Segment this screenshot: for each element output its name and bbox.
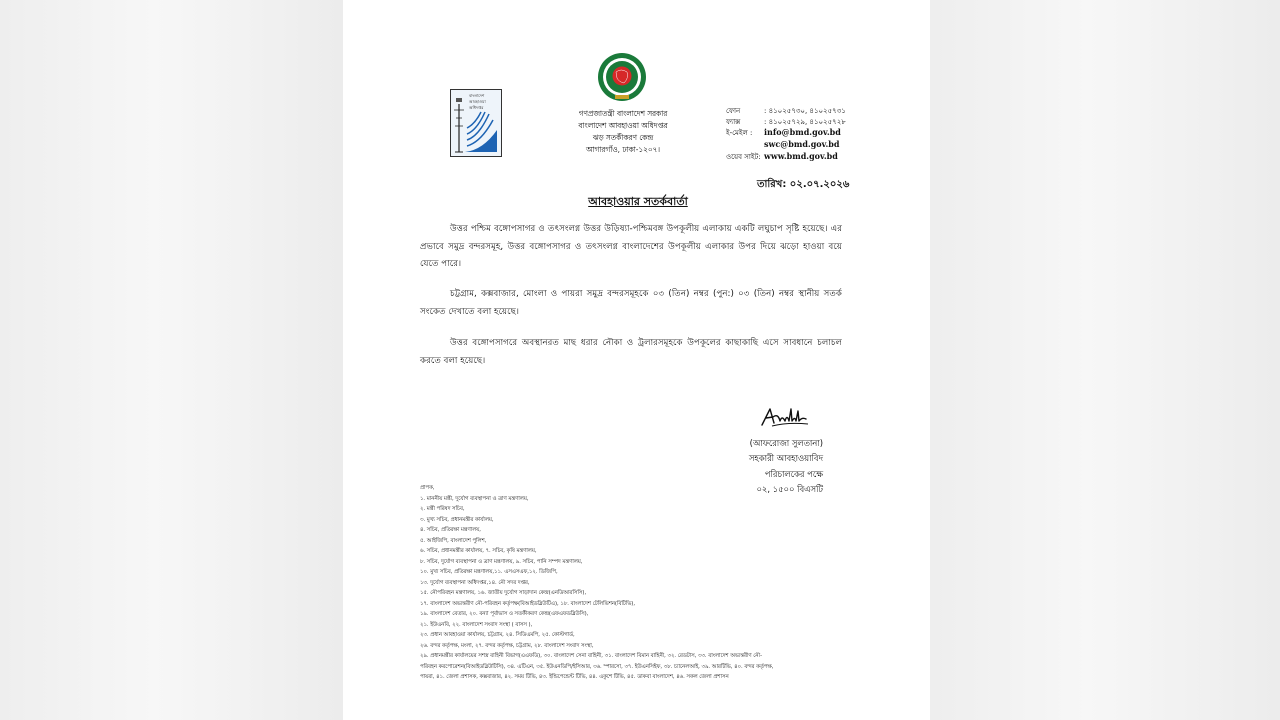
- recipient-line: পায়রা, ৪১. জেলা প্রশাসক, কক্সবাজার, ৪২. সময় টিভি, ৪৩. ইন্ডিপেন্ডেন্ট টিভি, ৪৪. একুশে টিভি, ৪৫. ডাকবা বাংলাদেশ, ৪৬. সকল জেলা প্রশাসন: [420, 674, 729, 680]
- office-address: [543, 108, 703, 156]
- recipient-line: ৬. সচিব, প্রধানমন্ত্রীর কার্যালয়, ৭. সচিব, কৃষি মন্ত্রণালয়,: [420, 548, 537, 554]
- recipient-line: পরিবহন করপোরেশন(বিআইডব্লিউটিসি), ৩৪. এটিএন, ৩৫. ইউএনডিপি/ইসিআর, ৩৬. স্পারসো, ৩৭. ইউএনসিইফ, ৩৮. চ্যানেলআই, ৩৯. আরটিভি, ৪০. বন্দর কর্তৃপক্ষ,: [420, 663, 774, 670]
- recipient-line: ৪. সচিব, প্রতিরক্ষা মন্ত্রণালয়,: [420, 527, 481, 533]
- contact-info: [726, 106, 916, 163]
- issue-time: ০২, ১৫০০ বিএসটি: [756, 483, 823, 494]
- recipient-line: ২৬. বন্দর কর্তৃপক্ষ, মংলা, ২৭. বন্দর কর্তৃপক্ষ, চট্টগ্রাম, ২৮. বাংলাদেশ সংবাদ সংস্থা,: [420, 642, 594, 649]
- paragraph: উত্তর বঙ্গোপসাগরে অবস্থানরত মাছ ধরার নৌকা ও ট্রলারসমূহকে উপকূলের কাছাকাছি এসে সাবধানে চলাচল করতে বলা হয়েছে।: [420, 338, 842, 366]
- document-title: আবহাওয়ার সতর্কবার্তা: [588, 195, 688, 208]
- recipient-line: ২৩. প্রধান আবহাওয়া কার্যালয়, চট্টগ্রাম, ২৪. সিডিএমপি, ২৫. কোস্টগার্ড,: [420, 632, 575, 638]
- recipient-line: ২৯. প্রধানমন্ত্রীর কার্যালয়ের সশস্ত্র বাহিনী বিভাগ(এএফডি), ৩০. বাংলাদেশ সেনা বাহিনী, ৩১. বাংলাদেশ বিমান বাহিনী, ৩২. রেডটাস, ৩৩. বাংলাদেশ অভ্যন্তরীণ নৌ-: [420, 653, 763, 659]
- email-label: ই-মেইল :: [726, 129, 753, 138]
- on-behalf-text: পরিচালকের পক্ষে: [764, 468, 823, 479]
- signature: [758, 405, 818, 430]
- document-page: [343, 0, 930, 720]
- bmd-logo-text: বাংলাদেশ: [469, 93, 485, 98]
- recipient-line: ২. মন্ত্রী পরিষদ সচিব,: [420, 506, 465, 512]
- fax-value: : ৪১০২৫৭২৯, ৪১০২৫৭২৮: [764, 117, 846, 126]
- recipient-line: ২১. ইউএনবি, ২২. বাংলাদেশ সংবাদ সংস্থা ( বাসস ),: [420, 621, 533, 628]
- fax-label: ফ্যাক্স: [726, 117, 741, 126]
- recipient-line: ১. মাননীয় মন্ত্রী, দুর্যোগ ব্যবস্থাপনা ও ত্রাণ মন্ত্রণালয়,: [420, 495, 529, 502]
- email-link[interactable]: swc@bmd.gov.bd: [764, 139, 840, 150]
- website-label: ওয়েব সাইট:: [726, 152, 761, 161]
- bmd-logo: [450, 89, 502, 157]
- recipient-line: ১০. মুখ্য সচিব, প্রতিরক্ষা মন্ত্রণালয়,১১. এসএসএফ,১২. ডিজিপি,: [420, 569, 558, 575]
- recipient-line: ৩. মুখ্য সচিব, প্রধানমন্ত্রীর কার্যালয়,: [420, 516, 494, 523]
- distribution-list: [420, 483, 850, 683]
- address: আগারগাঁও, ঢাকা-১২০৭।: [585, 145, 660, 154]
- centre-name: ঝড় সতর্কীকরণ কেন্দ্র: [592, 133, 654, 142]
- handwritten-signature-icon: [758, 405, 818, 430]
- paragraph: চট্টগ্রাম, কক্সবাজার, মোংলা ও পায়রা সমুদ্র বন্দরসমূহকে ০৩ (তিন) নম্বর (পুন:) ০৩ (তিন) নম্বর স্থানীয় সতর্ক সংকেত দেখাতে বলা হয়েছে।: [420, 289, 842, 317]
- signatory-name: (আফরোজা সুলতানা): [749, 438, 823, 448]
- bangladesh-seal-icon: [597, 52, 647, 102]
- email-link[interactable]: info@bmd.gov.bd: [764, 127, 841, 138]
- bmd-logo-text: আবহাওয়া: [469, 99, 486, 104]
- background-right: [930, 0, 1280, 720]
- recipient-line: ১৫. নৌপরিবহন মন্ত্রণালয়, ১৬. জাতীয় দুর্যোগ সাড়াদান কেন্দ্র(এনডিআরসিসি),: [420, 590, 587, 596]
- recipient-line: ১৩. দুর্যোগ ব্যবস্থাপনা অধিদপ্তর,১৪. নৌ সদর দপ্তর,: [420, 579, 530, 586]
- paragraph: উত্তর পশ্চিম বঙ্গোপসাগর ও তৎসংলগ্ন উত্তর উড়িষ্যা-পশ্চিমবঙ্গ উপকূলীয় এলাকায় একটি লঘুচাপ সৃষ্টি হয়েছে। এর প্রভাবে সমুদ্র বন্দরসমূহ, উত্তর বঙ্গোপসাগর ও তৎসংলগ্ন বাংলাদেশের উপকূলীয় এলাকার উপর দিয়ে ঝড়ো হাওয়া বয়ে যেতে পারে।: [420, 224, 842, 269]
- phone-label: ফোন: [726, 107, 741, 115]
- recipient-line: ৮. সচিব, দুর্যোগ ব্যবস্থাপনা ও ত্রাণ মন্ত্রণালয়, ৯. সচিব, পানি সম্পদ মন্ত্রণালয়,: [420, 558, 583, 565]
- background-left: [0, 0, 343, 720]
- signatory-designation: সহকারী আবহাওয়াবিদ: [748, 453, 823, 464]
- bmd-logo-text: অধিদপ্তর: [469, 105, 484, 110]
- website-link[interactable]: www.bmd.gov.bd: [764, 150, 838, 161]
- government-seal: [597, 52, 647, 102]
- phone-value: : ৪১০২৫৭৩০, ৪১০২৫৭৩১: [764, 107, 846, 115]
- recipient-line: ১৭. বাংলাদেশ অভ্যন্তরীণ নৌ-পরিবহন কর্তৃপক্ষ(বিআইডব্লিউটিএ), ১৮. বাংলাদেশ টেলিভিশন(বিটিভি),: [420, 600, 636, 607]
- recipients-heading: প্রাপক,: [420, 485, 435, 491]
- recipient-line: ৫. আইজিপি, বাংলাদেশ পুলিশ,: [420, 537, 487, 544]
- government-name: গণপ্রজাতন্ত্রী বাংলাদেশ সরকার: [578, 109, 668, 118]
- recipient-line: ১৯. বাংলাদেশ বেতার, ২০. বন্যা পূর্বাভাস ও সতর্কীকরণ কেন্দ্র(এফএফডব্লিউসি),: [420, 611, 589, 617]
- document-date: তারিখ: ০২.০৭.২০২৬: [757, 179, 850, 190]
- department-name: বাংলাদেশ আবহাওয়া অধিদপ্তর: [578, 121, 668, 130]
